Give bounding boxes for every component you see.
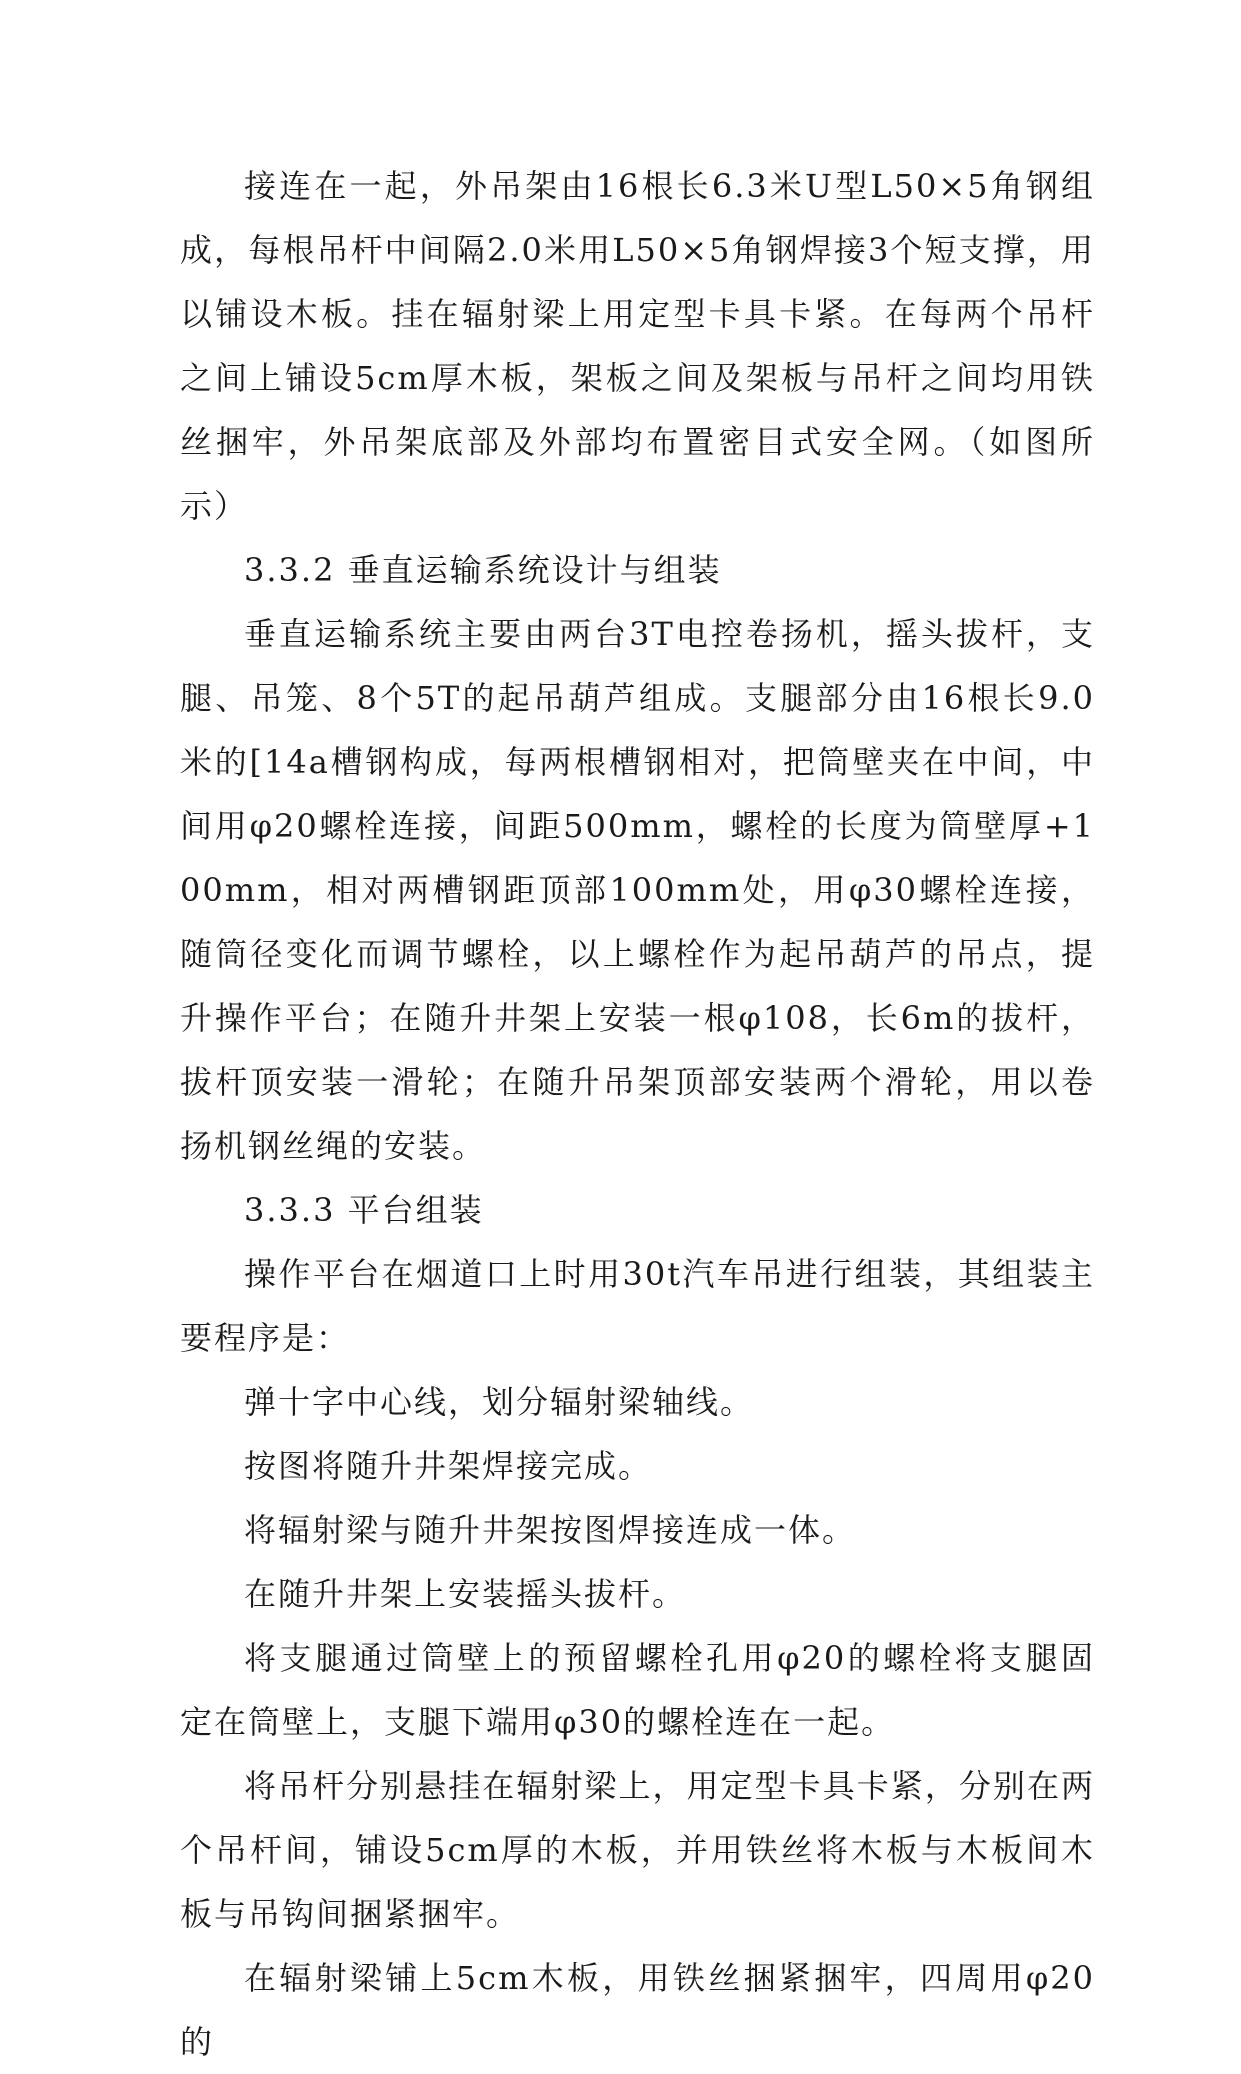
step-center-line: 弹十字中心线，划分辐射梁轴线。 bbox=[244, 1383, 755, 1421]
step-lay-boards: 在辐射梁铺上5cm木板，用铁丝捆紧捆牢，四周用φ20的 bbox=[180, 1959, 1095, 2061]
document-body bbox=[180, 154, 1095, 2074]
step-install-boom: 在随升井架上安装摇头拔杆。 bbox=[244, 1575, 687, 1613]
section-heading-3-3-3: 3.3.3 平台组装 bbox=[244, 1191, 484, 1229]
section-heading-3-3-2: 3.3.2 垂直运输系统设计与组装 bbox=[244, 551, 722, 589]
paragraph-outer-hanger: 接连在一起，外吊架由16根长6.3米U型L50×5角钢组成，每根吊杆中间隔2.0米用L50×5角钢焊接3个短支撑，用以铺设木板。挂在辐射梁上用定型卡具卡紧。在每两个吊杆之间上铺设5cm厚木板，架板之间及架板与吊杆之间均用铁丝捆牢，外吊架底部及外部均布置密目式安全网。（如图所示） bbox=[180, 167, 1095, 525]
paragraph-vertical-transport: 垂直运输系统主要由两台3T电控卷扬机，摇头拔杆，支腿、吊笼、8个5T的起吊葫芦组成。支腿部分由16根长9.0米的[14a槽钢构成，每两根槽钢相对，把筒壁夹在中间，中间用φ20螺栓连接，间距500mm，螺栓的长度为筒壁厚+100mm，相对两槽钢距顶部100mm处，用φ30螺栓连接，随筒径变化而调节螺栓，以上螺栓作为起吊葫芦的吊点，提升操作平台；在随升井架上安装一根φ108，长6m的拔杆，拔杆顶安装一滑轮；在随升吊架顶部安装两个滑轮，用以卷扬机钢丝绳的安装。 bbox=[180, 615, 1095, 1165]
step-weld-derrick: 按图将随升井架焊接完成。 bbox=[244, 1447, 653, 1485]
step-fix-legs: 将支腿通过筒壁上的预留螺栓孔用φ20的螺栓将支腿固定在筒壁上，支腿下端用φ30的螺栓连在一起。 bbox=[180, 1639, 1095, 1741]
step-join-beams: 将辐射梁与随升井架按图焊接连成一体。 bbox=[244, 1511, 857, 1549]
paragraph-platform-assembly: 操作平台在烟道口上时用30t汽车吊进行组装，其组装主要程序是： bbox=[180, 1255, 1095, 1357]
step-hang-rods: 将吊杆分别悬挂在辐射梁上，用定型卡具卡紧，分别在两个吊杆间，铺设5cm厚的木板，并用铁丝将木板与木板间木板与吊钩间捆紧捆牢。 bbox=[180, 1767, 1095, 1933]
